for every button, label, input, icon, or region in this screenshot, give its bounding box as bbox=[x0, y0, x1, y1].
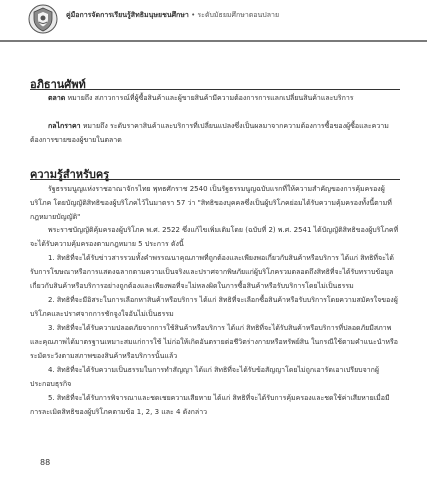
glossary-definition: หมายถึง สภาวการณ์ที่ผู้ซื้อสินค้าและผู้ขายสินค้ามีความต้องการการแลกเปลี่ยนสินค้าและบริการ bbox=[65, 94, 354, 102]
glossary-definition: หมายถึง ระดับราคาสินค้าและบริการที่เปลี่ยนแปลงซึ่งเป็นผลมาจากความต้องการซื้อของผู้ซื้อและความต้องการขายของผู้ขายในตลาด bbox=[30, 122, 389, 144]
glossary-entry-price-mechanism bbox=[30, 119, 400, 147]
list-item: 5. สิทธิที่จะได้รับการพิจารณาและชดเชยความเสียหาย ได้แก่ สิทธิที่จะได้รับการคุ้มครองและชดใช้ค่าเสียหายเมื่อมีการละเมิดสิทธิของผู้บริโภคตามข้อ 1, 2, 3 และ 4 ดังกล่าว bbox=[30, 394, 390, 416]
glossary-term: ตลาด bbox=[48, 94, 66, 102]
glossary-entry-market bbox=[30, 91, 400, 105]
list-item: 2. สิทธิที่จะมีอิสระในการเลือกหาสินค้าหรือบริการ ได้แก่ สิทธิที่จะเลือกซื้อสินค้าหรือรับบริการโดยความสมัครใจของผู้บริโภคและปราศจากการชักจูงใจอันไม่เป็นธรรม bbox=[30, 296, 398, 318]
page-header bbox=[0, 0, 427, 42]
document-subtitle: • ระดับมัธยมศึกษาตอนปลาย bbox=[188, 11, 280, 19]
list-item: 1. สิทธิที่จะได้รับข่าวสารรวมทั้งคำพรรณนาคุณภาพที่ถูกต้องและเพียงพอเกี่ยวกับสินค้าหรือบริการ ได้แก่ สิทธิที่จะได้รับการโฆษณาหรือการแสดงฉลากตามความเป็นจริงและปราศจากพิษภัยแก่ผู้บริโภครวมตลอดถึงสิทธิที่จะได้รับทราบข้อมูลเกี่ยวกับสินค้าหรือบริการอย่างถูกต้องและเพียงพอที่จะไม่หลงผิดในการซื้อสินค้าหรือรับบริการโดยไม่เป็นธรรม bbox=[30, 254, 394, 290]
document-title: คู่มือการจัดการเรียนรู้สิทธิมนุษยชนศึกษา • ระดับมัธยมศึกษาตอนปลาย bbox=[66, 11, 280, 19]
glossary-term: กลไกราคา bbox=[48, 122, 81, 130]
emblem-logo-icon bbox=[28, 4, 58, 34]
glossary-heading: อภิธานศัพท์ bbox=[30, 73, 400, 90]
teacher-knowledge-heading: ความรู้สำหรับครู bbox=[30, 163, 400, 180]
page-number: 88 bbox=[40, 458, 51, 467]
consumer-rights-list bbox=[30, 251, 400, 419]
list-item: 3. สิทธิที่จะได้รับความปลอดภัยจากการใช้สินค้าหรือบริการ ได้แก่ สิทธิที่จะได้รับสินค้าหรือบริการที่ปลอดภัยมีสภาพและคุณภาพได้มาตรฐานเหมาะสมแก่การใช้ ไม่ก่อให้เกิดอันตรายต่อชีวิตร่างกายหรือทรัพย์สิน ในกรณีใช้ตามคำแนะนำหรือระมัดระวังตามสภาพของสินค้าหรือบริการนั้นแล้ว bbox=[30, 324, 399, 360]
constitution-paragraph: รัฐธรรมนูญแห่งราชอาณาจักรไทย พุทธศักราช 2540 เป็นรัฐธรรมนูญฉบับแรกที่ให้ความสำคัญของการคุ้มครองผู้บริโภค โดยบัญญัติสิทธิของผู้บริโภคไว้ในมาตรา 57 ว่า "สิทธิของบุคคลซึ่งเป็นผู้บริโภคย่อมได้รับความคุ้มครองทั้งนี้ตามที่กฎหมายบัญญัติ" bbox=[30, 185, 392, 221]
consumer-act-paragraph: พระราชบัญญัติคุ้มครองผู้บริโภค พ.ศ. 2522 ซึ่งแก้ไขเพิ่มเติมโดย (ฉบับที่ 2) พ.ศ. 2541 ได้บัญญัติสิทธิของผู้บริโภคที่จะได้รับความคุ้มครองตามกฎหมาย 5 ประการ ดังนี้ bbox=[30, 226, 399, 248]
list-item: 4. สิทธิที่จะได้รับความเป็นธรรมในการทำสัญญา ได้แก่ สิทธิที่จะได้รับข้อสัญญาโดยไม่ถูกเอารัดเอาเปรียบจากผู้ประกอบธุรกิจ bbox=[30, 366, 379, 388]
